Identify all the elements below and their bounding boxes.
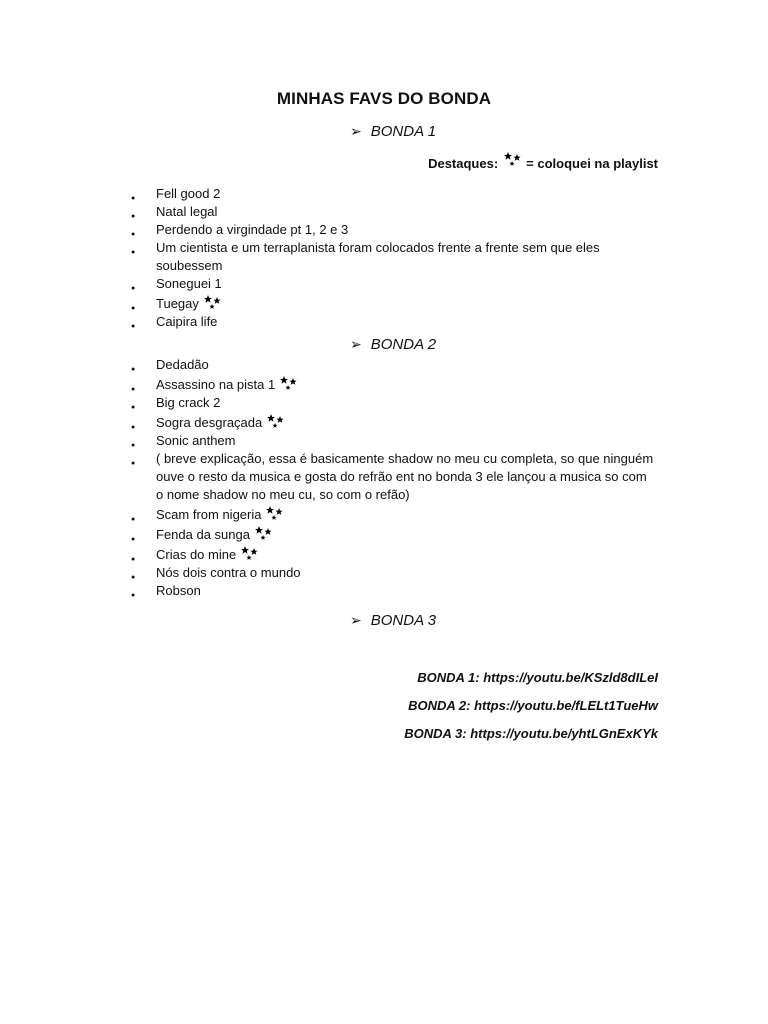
section-heading-bonda-2 — [350, 336, 436, 353]
list-item — [0, 295, 656, 313]
bullet-icon: ● — [131, 404, 136, 411]
list-item — [0, 582, 656, 600]
arrow-bullet-icon: ➢ — [350, 123, 362, 139]
list-item-text: Caipira life — [156, 314, 218, 329]
section-heading-label: BONDA 3 — [370, 612, 437, 629]
bullet-icon: ● — [131, 213, 136, 220]
bullet-icon: ● — [131, 386, 136, 393]
bullet-icon: ● — [131, 285, 136, 292]
bullet-icon: ● — [131, 592, 136, 599]
list-item — [0, 506, 656, 524]
list-item-text: Scam from nigeria — [156, 507, 262, 522]
list-item — [0, 394, 656, 412]
list-item-text: Tuegay — [156, 296, 199, 311]
link-bonda-1[interactable]: BONDA 1: https://youtu.be/KSzld8dILeI — [417, 670, 658, 685]
list-item-text: ( breve explicação, essa é basicamente shadow no meu cu completa, so que ninguém ouve o resto da musica e gosta do refrão ent no bonda 3 ele lançou a musica so com o nome shadow no meu cu, so com o refão) — [156, 451, 654, 502]
list-item-text: Dedadão — [156, 357, 209, 372]
list-item-text: Fenda da sunga — [156, 527, 250, 542]
bullet-icon: ● — [131, 366, 136, 373]
list-item — [0, 432, 656, 450]
list-item — [0, 239, 656, 275]
bonda-2-list — [0, 356, 656, 600]
bullet-icon: ● — [131, 516, 136, 523]
page-title: MINHAS FAVS DO BONDA — [276, 89, 492, 108]
bonda-1-list — [0, 185, 656, 331]
list-item-text: Assassino na pista 1 — [156, 377, 276, 392]
list-item-text: Natal legal — [156, 204, 218, 219]
list-item — [0, 414, 656, 432]
bullet-icon: ● — [131, 574, 136, 581]
stars-icon — [267, 414, 285, 430]
bullet-icon: ● — [131, 195, 136, 202]
list-item-text: Um cientista e um terraplanista foram colocados frente a frente sem que eles soubessem — [156, 240, 600, 273]
stars-icon — [280, 376, 298, 392]
bullet-icon: ● — [131, 536, 136, 543]
bullet-icon: ● — [131, 442, 136, 449]
section-heading-label: BONDA 1 — [370, 123, 437, 140]
stars-icon — [241, 546, 259, 562]
stars-icon — [255, 526, 273, 542]
list-item — [0, 450, 656, 504]
list-item — [0, 526, 656, 544]
list-item-text: Sonic anthem — [156, 433, 236, 448]
section-heading-label: BONDA 2 — [370, 336, 437, 353]
bullet-icon: ● — [131, 556, 136, 563]
bullet-icon: ● — [131, 231, 136, 238]
bullet-icon: ● — [131, 323, 136, 330]
arrow-bullet-icon: ➢ — [350, 336, 362, 352]
list-item — [0, 185, 656, 203]
list-item-text: Sogra desgraçada — [156, 415, 263, 430]
section-heading-bonda-3 — [350, 612, 436, 629]
stars-icon — [204, 295, 222, 311]
bullet-icon: ● — [131, 249, 136, 256]
list-item — [0, 376, 656, 394]
section-heading-bonda-1 — [350, 123, 436, 140]
legend-label: Destaques: — [428, 155, 499, 171]
list-item — [0, 546, 656, 564]
bullet-icon: ● — [131, 305, 136, 312]
stars-icon — [504, 152, 522, 168]
list-item-text: Perdendo a virgindade pt 1, 2 e 3 — [156, 222, 349, 237]
legend-text: = coloquei na playlist — [526, 155, 658, 171]
list-item — [0, 313, 656, 331]
list-item-text: Nós dois contra o mundo — [156, 565, 301, 580]
stars-icon — [266, 506, 284, 522]
bullet-icon: ● — [131, 460, 136, 467]
list-item-text: Fell good 2 — [156, 186, 221, 201]
list-item-text: Robson — [156, 583, 201, 598]
list-item-text: Soneguei 1 — [156, 276, 222, 291]
link-bonda-3[interactable]: BONDA 3: https://youtu.be/yhtLGnExKYk — [404, 726, 658, 741]
list-item — [0, 221, 656, 239]
list-item — [0, 203, 656, 221]
legend — [428, 155, 658, 171]
list-item — [0, 564, 656, 582]
arrow-bullet-icon: ➢ — [350, 612, 362, 628]
link-bonda-2[interactable]: BONDA 2: https://youtu.be/fLELt1TueHw — [408, 698, 658, 713]
list-item-text: Crias do mine — [156, 547, 237, 562]
list-item — [0, 356, 656, 374]
list-item — [0, 275, 656, 293]
bullet-icon: ● — [131, 424, 136, 431]
links-block — [404, 670, 658, 754]
list-item-text: Big crack 2 — [156, 395, 221, 410]
